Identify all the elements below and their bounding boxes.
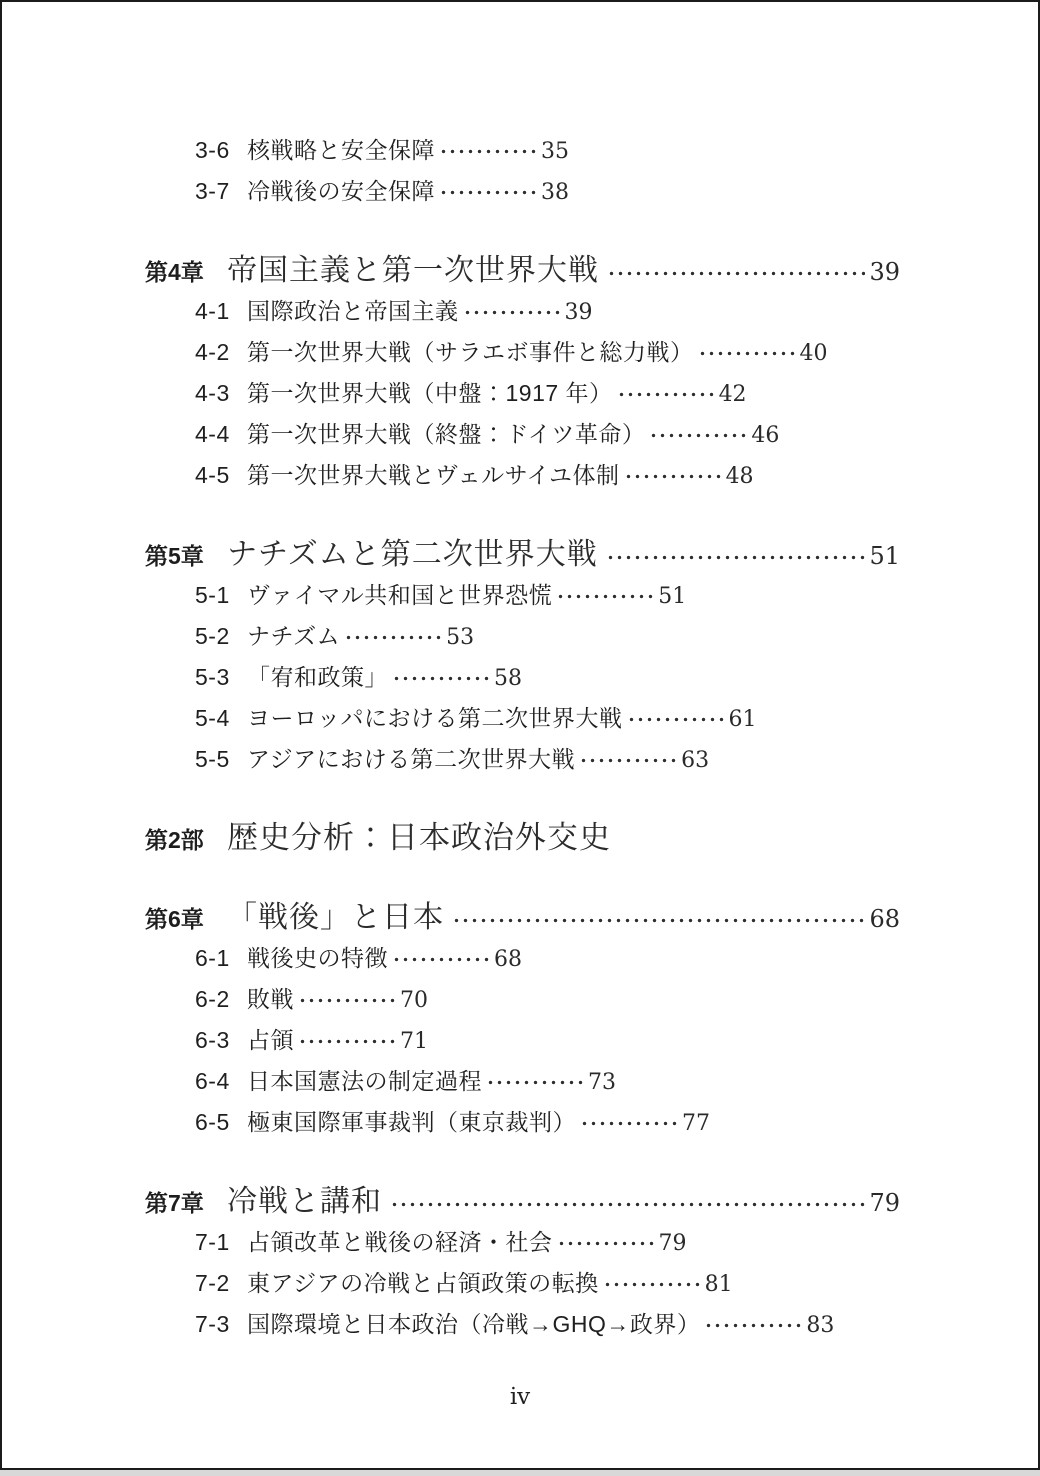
section-page-number: 71 — [400, 1029, 428, 1054]
section-number: 4-4 — [195, 421, 230, 447]
dot-leader-icon — [627, 716, 726, 723]
section-title: 敗戦 — [247, 986, 294, 1012]
section-page-number: 46 — [751, 423, 780, 448]
section-page-number: 53 — [446, 625, 475, 650]
dot-leader-icon — [704, 1322, 803, 1329]
dot-leader-icon — [452, 917, 865, 924]
toc-chapter-entry — [145, 1181, 900, 1222]
section-title: ヨーロッパにおける第二次世界大戦 — [247, 705, 623, 731]
section-page-number: 81 — [704, 1272, 733, 1297]
dot-leader-icon — [649, 432, 748, 439]
dot-leader-icon — [603, 1281, 702, 1288]
section-number: 5-1 — [195, 582, 230, 608]
section-page-number: 63 — [681, 748, 710, 773]
section-number: 3-6 — [195, 137, 230, 163]
section-page-number: 51 — [658, 584, 687, 609]
chapter-title: 「戦後」と日本 — [227, 900, 444, 935]
section-title: 冷戦後の安全保障 — [247, 178, 435, 204]
dot-leader-icon — [579, 757, 678, 764]
toc-section-entry — [145, 1061, 900, 1102]
toc-content — [2, 2, 1038, 1345]
dot-leader-icon — [557, 1240, 656, 1247]
section-title: ナチズム — [247, 623, 341, 649]
toc-chapter-entry — [145, 250, 900, 291]
dot-leader-icon — [439, 189, 538, 196]
dot-leader-icon — [607, 270, 865, 277]
toc-section-entry — [145, 1020, 900, 1061]
section-page-number: 35 — [541, 139, 569, 164]
chapter-title: ナチズムと第二次世界大戦 — [227, 537, 598, 572]
chapter-label: 第7章 — [145, 1190, 204, 1216]
chapter-title: 冷戦と講和 — [227, 1184, 382, 1219]
toc-section-entry — [145, 1263, 900, 1304]
section-number: 7-1 — [195, 1229, 230, 1255]
section-page-number: 70 — [400, 988, 428, 1013]
toc-section-entry — [145, 1222, 900, 1263]
chapter-title: 帝国主義と第一次世界大戦 — [227, 253, 599, 288]
section-page-number: 79 — [658, 1231, 687, 1256]
section-page-number: 83 — [806, 1313, 835, 1338]
section-title: 第一次世界大戦（サラエボ事件と総力戦） — [247, 339, 694, 365]
toc-section-entry — [145, 698, 900, 739]
dot-leader-icon — [486, 1079, 585, 1086]
section-title: ヴァイマル共和国と世界恐慌 — [247, 582, 553, 608]
toc-section-entry — [145, 1304, 900, 1345]
dot-leader-icon — [439, 148, 538, 155]
section-page-number: 58 — [494, 666, 522, 691]
part-label: 第2部 — [145, 827, 204, 853]
dot-leader-icon — [298, 1038, 397, 1045]
section-number: 5-3 — [195, 664, 230, 690]
section-page-number: 48 — [725, 464, 754, 489]
toc-section-entry — [145, 657, 900, 698]
dot-leader-icon — [606, 554, 866, 561]
toc-section-entry — [145, 291, 900, 332]
toc-chapter-entry — [145, 534, 900, 575]
dot-leader-icon — [392, 956, 491, 963]
toc-section-entry — [145, 130, 900, 171]
section-number: 6-5 — [195, 1109, 230, 1135]
chapter-label: 第4章 — [145, 259, 204, 285]
part-title: 歴史分析：日本政治外交史 — [227, 820, 611, 856]
section-title: アジアにおける第二次世界大戦 — [247, 746, 576, 772]
dot-leader-icon — [580, 1120, 679, 1127]
dot-leader-icon — [390, 1201, 865, 1208]
dot-leader-icon — [617, 391, 716, 398]
chapter-label: 第6章 — [145, 906, 204, 932]
section-number: 6-1 — [195, 945, 230, 971]
section-title: 第一次世界大戦とヴェルサイユ体制 — [247, 462, 620, 488]
section-number: 7-2 — [195, 1270, 230, 1296]
section-title: 国際政治と帝国主義 — [247, 298, 459, 324]
section-page-number: 61 — [728, 707, 757, 732]
section-title: 戦後史の特徴 — [247, 945, 388, 971]
section-page-number: 68 — [494, 947, 522, 972]
dot-leader-icon — [298, 997, 397, 1004]
chapter-page-number: 39 — [869, 258, 900, 286]
toc-section-entry — [145, 979, 900, 1020]
toc-section-entry — [145, 575, 900, 616]
section-page-number: 39 — [564, 300, 593, 325]
toc-part-entry — [145, 818, 900, 859]
section-title: 東アジアの冷戦と占領政策の転換 — [247, 1270, 599, 1296]
section-page-number: 40 — [799, 341, 828, 366]
chapter-page-number: 68 — [869, 905, 900, 933]
dot-leader-icon — [698, 350, 797, 357]
section-title: 第一次世界大戦（中盤：1917 年） — [247, 380, 613, 406]
section-number: 4-3 — [195, 380, 230, 406]
dot-leader-icon — [556, 593, 655, 600]
chapter-page-number: 51 — [869, 542, 900, 570]
toc-section-entry — [145, 171, 900, 212]
section-page-number: 42 — [718, 382, 747, 407]
section-page-number: 73 — [588, 1070, 616, 1095]
toc-section-entry — [145, 414, 900, 455]
toc-section-entry — [145, 1102, 900, 1143]
section-page-number: 77 — [682, 1111, 710, 1136]
section-number: 6-4 — [195, 1068, 230, 1094]
toc-section-entry — [145, 739, 900, 780]
section-title: 核戦略と安全保障 — [247, 137, 435, 163]
section-number: 6-3 — [195, 1027, 230, 1053]
dot-leader-icon — [392, 675, 491, 682]
chapter-label: 第5章 — [145, 543, 204, 569]
section-number: 3-7 — [195, 178, 230, 204]
section-title: 極東国際軍事裁判（東京裁判） — [247, 1109, 576, 1135]
section-number: 7-3 — [195, 1311, 230, 1337]
toc-section-entry — [145, 373, 900, 414]
toc-section-entry — [145, 938, 900, 979]
chapter-page-number: 79 — [869, 1189, 900, 1217]
toc-entries — [145, 130, 900, 1345]
section-number: 6-2 — [195, 986, 230, 1012]
page-number-footer — [2, 1384, 1038, 1410]
section-title: 国際環境と日本政治（冷戦→GHQ→政界） — [247, 1311, 701, 1337]
section-number: 5-2 — [195, 623, 230, 649]
section-title: 第一次世界大戦（終盤：ドイツ革命） — [247, 421, 646, 447]
section-number: 5-4 — [195, 705, 230, 731]
section-title: 「宥和政策」 — [247, 664, 388, 690]
dot-leader-icon — [344, 634, 443, 641]
section-number: 4-1 — [195, 298, 230, 324]
section-title: 占領 — [247, 1027, 294, 1053]
toc-section-entry — [145, 616, 900, 657]
dot-leader-icon — [463, 309, 562, 316]
toc-chapter-entry — [145, 897, 900, 938]
section-number: 4-5 — [195, 462, 230, 488]
section-page-number: 38 — [541, 180, 569, 205]
section-number: 5-5 — [195, 746, 230, 772]
toc-section-entry — [145, 332, 900, 373]
section-number: 4-2 — [195, 339, 230, 365]
page-number: iv — [509, 1384, 531, 1410]
toc-section-entry — [145, 455, 900, 496]
section-title: 占領改革と戦後の経済・社会 — [247, 1229, 553, 1255]
dot-leader-icon — [624, 473, 723, 480]
section-title: 日本国憲法の制定過程 — [247, 1068, 482, 1094]
